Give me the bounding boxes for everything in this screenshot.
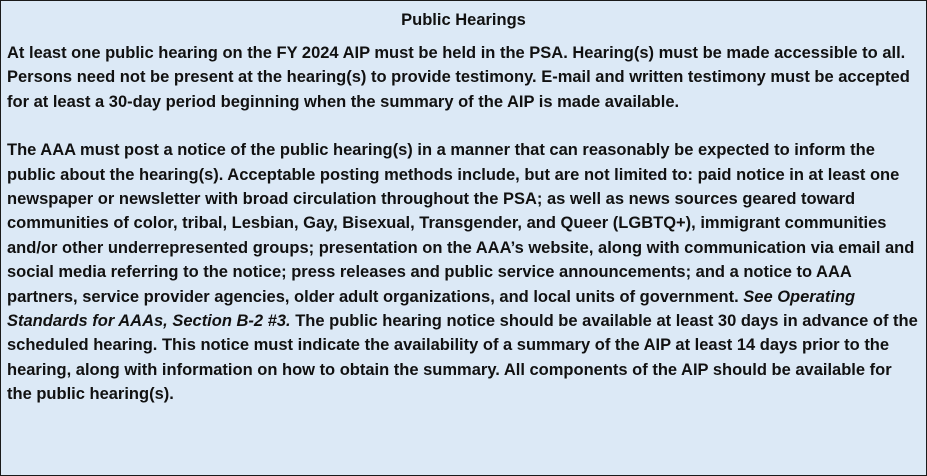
notice-text-part2: The public hearing notice should be available at least 30 days in advance of the scheduled hearing. This notice must indicate the availability of a summary of the AIP at least 14 days prior to the hearing, along with information on how to obtain the summary. All components of the AIP should be available for the public hearing(s). bbox=[7, 312, 918, 404]
notice-text-part1: The AAA must post a notice of the public hearing(s) in a manner that can reasonably be expected to inform the public about the hearing(s). Acceptable posting methods include, but are not limited to: paid notice in at least one newspaper or newsletter with broad circulation throughout the PSA; as well as news sources geared toward communities of color, tribal, Lesbian, Gay, Bisexual, Transgender, and Queer (LGBTQ+), immigrant communities and/or other underrepresented groups; presentation on the AAA’s website, along with communication via email and social media referring to the notice; press releases and public service announcements; and a notice to AAA partners, service provider agencies, older adult organizations, and local units of government. bbox=[7, 141, 915, 306]
paragraph-notice-requirements bbox=[7, 138, 920, 406]
section-title: Public Hearings bbox=[401, 11, 526, 29]
operating-standards-reference: See Operating Standards for AAAs, Section B-2 #3. bbox=[7, 287, 856, 331]
paragraph-hearing-requirements: At least one public hearing on the FY 2024 AIP must be held in the PSA. Hearing(s) must be made accessible to all. Persons need not be present at the hearing(s) to provide testimony. E-mail and written testimony must be accepted for at least a 30-day period beginning when the summary of the AIP is made available. bbox=[7, 44, 910, 111]
